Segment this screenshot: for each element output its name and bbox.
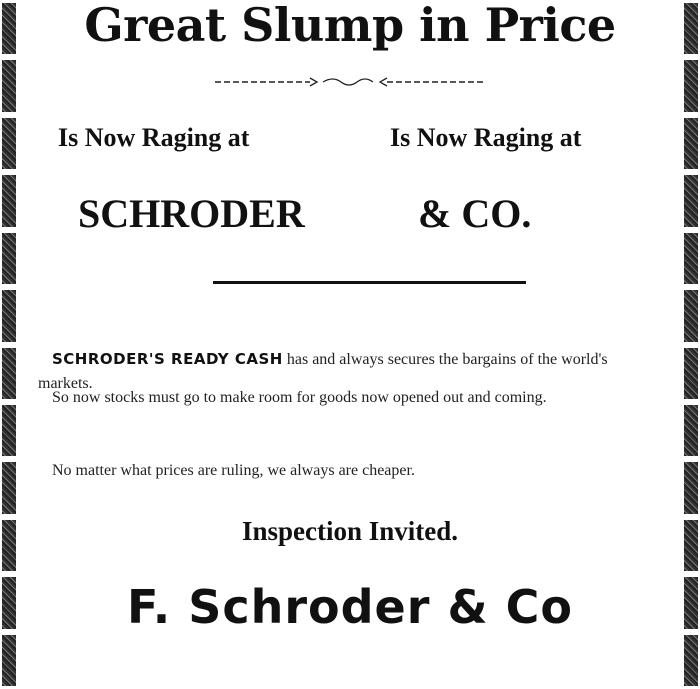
signature: F. Schroder & Co <box>127 580 573 634</box>
firm-suffix: & CO. <box>418 191 532 236</box>
ready-cash-text: has and always secures the bargains of the world's markets. <box>38 351 608 392</box>
flourish-ornament <box>215 76 485 88</box>
raging-text-right: Is Now Raging at <box>390 123 582 152</box>
inspection-invitation: Inspection Invited. <box>241 516 459 546</box>
ready-cash-lead: SCHRODER'S READY CASH <box>52 350 283 368</box>
paragraph-stocks: So now stocks must go to make room for goods now opened out and coming. <box>52 389 547 406</box>
divider-rule <box>213 281 526 284</box>
paragraph-prices: No matter what prices are ruling, we always are cheaper. <box>52 462 415 479</box>
firm-name-row <box>0 190 700 240</box>
firm-name: SCHRODER <box>78 191 305 236</box>
raging-row <box>0 123 700 159</box>
raging-text-left: Is Now Raging at <box>58 123 250 152</box>
headline: Great Slump in Price <box>84 0 616 52</box>
